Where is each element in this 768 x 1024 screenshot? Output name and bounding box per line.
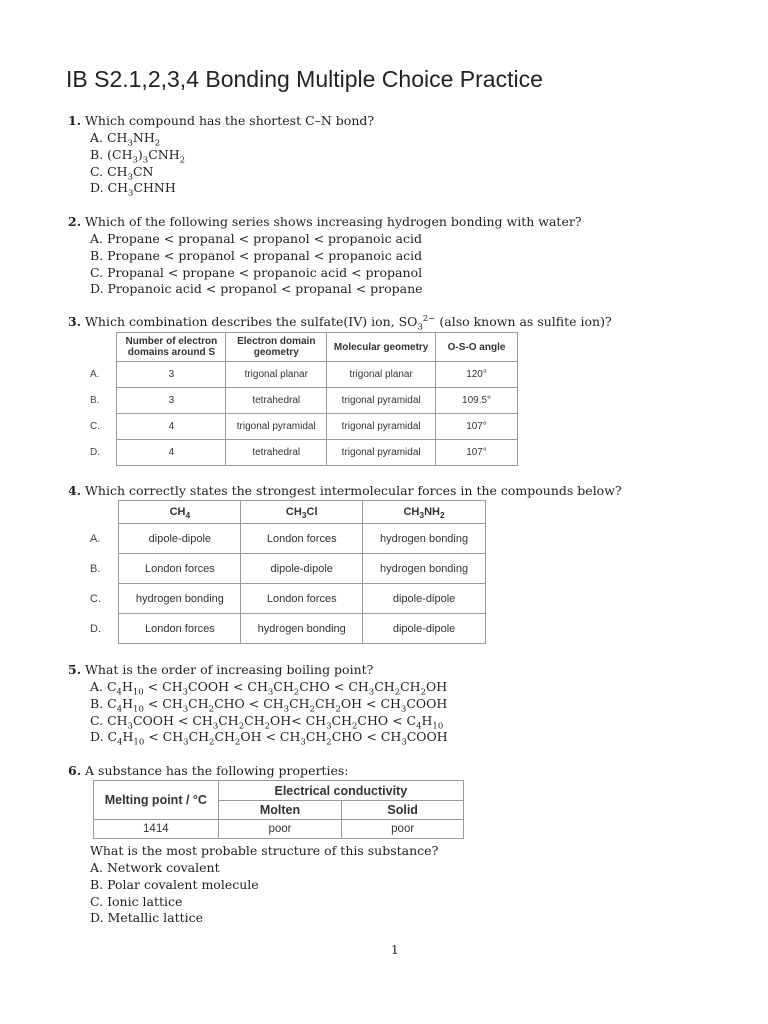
question-5 — [68, 662, 373, 679]
page-title: IB S2.1,2,3,4 Bonding Multiple Choice Practice — [66, 66, 543, 92]
table-cell: 4 — [117, 414, 226, 440]
table-row — [86, 414, 518, 440]
question-5-text: What is the order of increasing boiling point? — [85, 662, 374, 677]
table-row — [94, 820, 464, 839]
question-1-options — [90, 130, 185, 197]
q6-solid-value: poor — [342, 820, 464, 839]
q3-header-molecular-geometry: Molecular geometry — [327, 333, 436, 362]
table-cell: hydrogen bonding — [363, 554, 486, 584]
question-6-followup: What is the most probable structure of this substance? — [90, 843, 439, 858]
q3-header-row — [86, 333, 518, 362]
row-label: C. — [90, 592, 101, 605]
q6-header-molten: Molten — [218, 801, 342, 820]
q1-option-a: A. $CH_3NH_2$ — [90, 130, 161, 149]
table-cell: 120° — [436, 362, 518, 388]
question-3-table — [86, 332, 518, 466]
question-4-text: Which correctly states the strongest intermolecular forces in the compounds below? — [85, 483, 622, 498]
row-label: A. — [90, 369, 100, 380]
table-cell: dipole-dipole — [241, 554, 363, 584]
q1-option-d: D. $CH_3CHNH$ — [90, 180, 176, 199]
question-6-table — [93, 780, 464, 839]
question-6-text: A substance has the following properties: — [85, 763, 349, 778]
question-2 — [68, 214, 582, 231]
table-cell: London forces — [119, 614, 241, 644]
q4-header-ch4: $CH_4$ — [119, 501, 241, 524]
table-cell: hydrogen bonding — [241, 614, 363, 644]
table-cell: London forces — [241, 584, 363, 614]
table-cell: trigonal planar — [327, 362, 436, 388]
q6-option-b: B. Polar covalent molecule — [90, 876, 259, 892]
table-cell: 3 — [117, 388, 226, 414]
question-1-number: 1. — [68, 113, 82, 128]
question-5-options — [90, 679, 448, 746]
table-cell: 109.5° — [436, 388, 518, 414]
q5-option-b: B. $C_4H_{10} < CH_3CH_2CHO < CH_3CH_2CH_2OH$ < $CH_3COOH$ — [90, 695, 448, 715]
table-row — [86, 614, 486, 644]
q1-option-c: C. $CH_3CN$ — [90, 163, 154, 183]
table-cell: trigonal pyramidal — [327, 440, 436, 466]
table-cell: 107° — [436, 440, 518, 466]
question-3-number: 3. — [68, 314, 82, 329]
q6-melting-value: 1414 — [94, 820, 219, 839]
row-label: C. — [90, 421, 100, 432]
q2-option-d: D. Propanoic acid < propanol < propanal < propane — [90, 281, 423, 297]
q6-header-solid: Solid — [342, 801, 464, 820]
q1-option-b: B. $(CH_3)_3CNH_2$ — [90, 146, 186, 166]
q5-option-d: D. $C_4H_{10} < CH_3CH_2CH_2OH < CH_3CH_2CHO$ < $CH_3COOH$ — [90, 729, 448, 748]
q4-header-row — [86, 501, 486, 524]
table-cell: hydrogen bonding — [363, 524, 486, 554]
q3-header-angle: O-S-O angle — [436, 333, 518, 362]
question-3-text-before: Which combination describes the sulfate(IV) ion, SO — [85, 314, 418, 329]
row-label: A. — [90, 532, 101, 545]
q6-molten-value: poor — [218, 820, 342, 839]
table-cell: dipole-dipole — [363, 584, 486, 614]
question-3-text-sup: 2− — [422, 313, 436, 324]
q4-header-ch3nh2: $CH_3NH_2$ — [363, 501, 486, 524]
page-number: 1 — [391, 943, 399, 957]
question-6-options — [90, 860, 259, 927]
q3-header-domains: Number of electron domains around S — [117, 333, 226, 362]
row-label: D. — [90, 447, 100, 458]
q5-option-a: A. $C_4H_{10}$ < $CH_3COOH < CH_3CH_2CHO < CH_3CH_2CH_2OH$ — [90, 679, 448, 698]
table-row — [86, 362, 518, 388]
row-label: B. — [90, 395, 100, 406]
table-row — [86, 388, 518, 414]
table-cell: trigonal pyramidal — [226, 414, 327, 440]
question-1-text: Which compound has the shortest C–N bond? — [85, 113, 375, 128]
table-cell: tetrahedral — [226, 440, 327, 466]
table-cell: trigonal planar — [226, 362, 327, 388]
table-cell: 4 — [117, 440, 226, 466]
q6-header-conductivity: Electrical conductivity — [218, 781, 463, 801]
q2-option-b: B. Propane < propanol < propanal < propanoic acid — [90, 247, 423, 263]
question-2-number: 2. — [68, 214, 82, 229]
table-cell: London forces — [241, 524, 363, 554]
question-6 — [68, 763, 348, 780]
q3-header-electron-geometry: Electron domain geometry — [226, 333, 327, 362]
table-row — [86, 554, 486, 584]
table-cell: dipole-dipole — [363, 614, 486, 644]
question-2-options — [90, 231, 423, 298]
q2-option-c: C. Propanal < propane < propanoic acid < propanol — [90, 264, 423, 280]
table-cell: trigonal pyramidal — [327, 388, 436, 414]
row-label: D. — [90, 622, 101, 635]
q6-option-c: C. Ionic lattice — [90, 893, 183, 909]
question-3-text-sub: 3 — [417, 322, 423, 333]
q6-option-a: A. Network covalent — [90, 860, 220, 875]
question-5-number: 5. — [68, 662, 82, 677]
table-cell: 107° — [436, 414, 518, 440]
question-6-number: 6. — [68, 763, 82, 778]
q6-option-d: D. Metallic lattice — [90, 910, 204, 926]
question-4 — [68, 483, 622, 500]
question-2-text: Which of the following series shows increasing hydrogen bonding with water? — [85, 214, 582, 229]
question-3-text-after: (also known as sulfite ion)? — [435, 314, 612, 329]
q5-option-c: C. $CH_3COOH < CH_3CH_2CH_2OH< CH_3CH_2CHO < C_4H_{10}$ — [90, 712, 444, 732]
table-cell: dipole-dipole — [119, 524, 241, 554]
table-row — [86, 524, 486, 554]
q6-header-melting: Melting point / °C — [94, 781, 219, 820]
question-4-table — [86, 500, 486, 644]
question-1 — [68, 113, 374, 130]
table-cell: London forces — [119, 554, 241, 584]
row-label: B. — [90, 562, 101, 575]
table-cell: hydrogen bonding — [119, 584, 241, 614]
table-row — [86, 584, 486, 614]
table-row — [86, 440, 518, 466]
table-cell: 3 — [117, 362, 226, 388]
question-3 — [68, 314, 612, 331]
table-cell: trigonal pyramidal — [327, 414, 436, 440]
question-4-number: 4. — [68, 483, 82, 498]
table-cell: tetrahedral — [226, 388, 327, 414]
q4-header-ch3cl: $CH_3Cl$ — [241, 501, 363, 524]
q2-option-a: A. Propane < propanal < propanol < propanoic acid — [90, 231, 422, 246]
